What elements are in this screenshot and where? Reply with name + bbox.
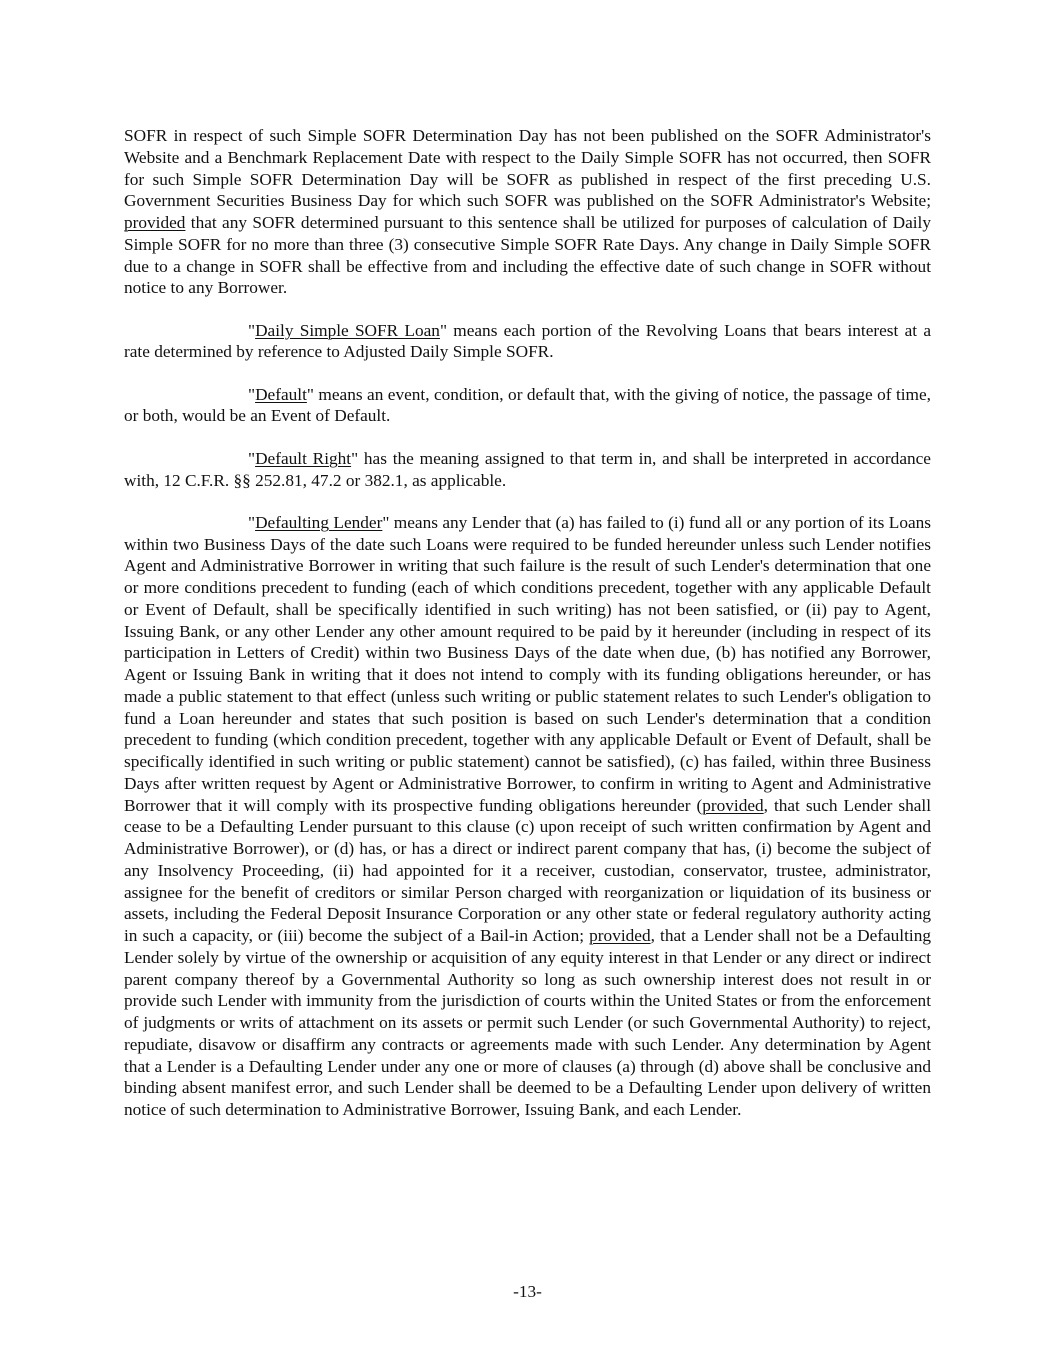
document-body [124, 125, 931, 1141]
defined-term: Defaulting Lender [255, 512, 383, 532]
text-segment: " has the meaning assigned to that term in, and shall be interpreted in accordance with, 12 C.F.R. §§ 252.81, 47.2 or 382.1, as applicable. [124, 448, 931, 490]
text-segment: " [248, 512, 256, 532]
text-segment: , that such Lender shall cease to be a Defaulting Lender pursuant to this clause (c) upon receipt of such written confirmation by Agent and Administrative Borrower), or (d) has, or has a direct or indirect parent company that has, (i) become the subject of any Insolvency Proceeding, (ii) had appointed for it a receiver, custodian, conservator, trustee, administrator, assignee for the benefit of creditors or similar Person charged with reorganization or liquidation of its business or assets, including the Federal Deposit Insurance Corporation or any other state or federal regulatory authority acting in such a capacity, or (iii) become the subject of a Bail-in Action; [124, 795, 932, 946]
paragraph-sofr-continuation [124, 125, 931, 299]
definition-default [124, 384, 931, 428]
text-segment: SOFR in respect of such Simple SOFR Determination Day has not been published on the SOFR Administrator's Website and a Benchmark Replacement Date with respect to the Daily Simple SOFR has not occurred, then SOFR for such Simple SOFR Determination Day will be SOFR as published in respect of the first preceding U.S. Government Securities Business Day for which such SOFR was published on the SOFR Administrator's Website; [124, 126, 931, 211]
text-segment: " [248, 448, 256, 468]
defined-term: Default Right [255, 448, 352, 468]
text-segment: , that a Lender shall not be a Defaulting Lender solely by virtue of the ownership or acquisition of any equity interest in that Lender or any direct or indirect parent company thereof by a Governmental Authority so long as such ownership interest does not result in or provide such Lender with immunity from the jurisdiction of courts within the United States or from the enforcement of judgments or writs of attachment on its assets or permit such Lender (or such Governmental Authority) to reject, repudiate, disavow or disaffirm any contracts or agreements made with such Lender. Any determination by Agent that a Lender is a Defaulting Lender under any one or more of clauses (a) through (d) above shall be conclusive and binding absent manifest error, and such Lender shall be deemed to be a Defaulting Lender upon delivery of written notice of such determination to Administrative Borrower, Issuing Bank, and each Lender. [124, 926, 931, 1120]
text-segment: " means any Lender that (a) has failed to (i) fund all or any portion of its Loans within two Business Days of the date such Loans were required to be funded hereunder unless such Lender notifies Agent and Administrative Borrower in writing that such failure is the result of such Lender's determination that one or more conditions precedent to funding (each of which conditions precedent, together with any applicable Default or Event of Default, shall be specifically identified in such writing) has not been satisfied, or (ii) pay to Agent, Issuing Bank, or any other Lender any other amount required to be paid by it hereunder (including in respect of its participation in Letters of Credit) within two Business Days of the date when due, (b) has notified any Borrower, Agent or Issuing Bank in writing that it does not intend to comply with its funding obligations hereunder, or has made a public statement to that effect (unless such writing or public statement relates to such Lender's obligation to fund a Loan hereunder and states that such position is based on such Lender's determination that a condition precedent to funding (which condition precedent, together with any applicable Default or Event of Default, shall be specifically identified in such writing or public statement) cannot be satisfied), (c) has failed, within three Business Days after written request by Agent or Administrative Borrower, to confirm in writing to Agent and Administrative Borrower that it will comply with its prospective funding obligations hereunder ( [124, 512, 931, 815]
defined-term-provided: provided [589, 926, 651, 946]
text-segment: " [248, 384, 256, 404]
text-segment: " means an event, condition, or default that, with the giving of notice, the passage of time, or both, would be an Event of Default. [124, 384, 931, 426]
page-number: -13- [513, 1282, 542, 1301]
definition-daily-simple-sofr-loan [124, 320, 931, 364]
defined-term: Default [255, 384, 307, 404]
defined-term-provided: provided [124, 213, 186, 232]
definition-defaulting-lender [124, 512, 931, 1121]
text-segment: " [248, 320, 256, 340]
text-segment: that any SOFR determined pursuant to this sentence shall be utilized for purposes of calculation of Daily Simple SOFR for no more than three (3) consecutive Simple SOFR Rate Days. Any change in Daily Simple SOFR due to a change in SOFR shall be effective from and including the effective date of such change in SOFR without notice to any Borrower. [124, 213, 931, 298]
defined-term-provided: provided [702, 795, 764, 815]
defined-term: Daily Simple SOFR Loan [255, 320, 440, 340]
definition-default-right [124, 448, 931, 492]
text-segment: " means each portion of the Revolving Loans that bears interest at a rate determined by reference to Adjusted Daily Simple SOFR. [124, 320, 931, 362]
